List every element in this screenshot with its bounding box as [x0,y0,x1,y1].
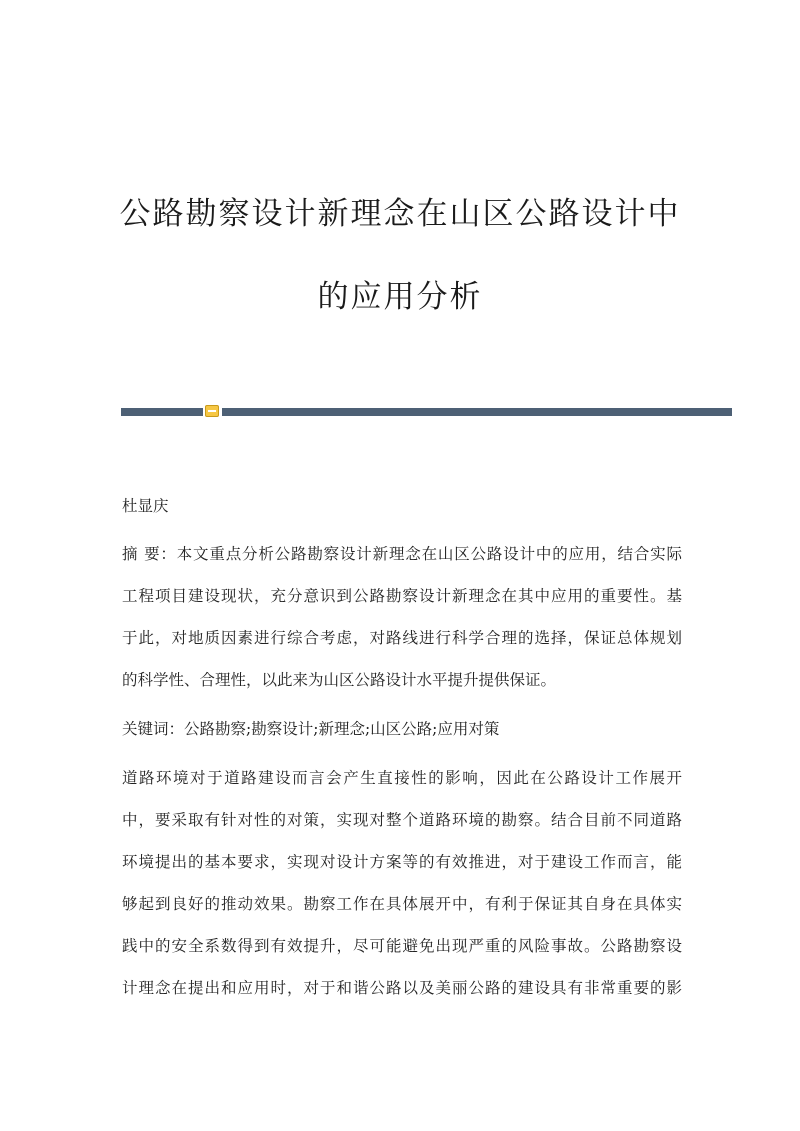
author-name: 杜显庆 [122,497,169,515]
abstract-line: 于此，对地质因素进行综合考虑，对路线进行科学合理的选择，保证总体规划 [122,629,682,647]
abstract-line: 工程项目建设现状，充分意识到公路勘察设计新理念在其中应用的重要性。基 [122,587,682,605]
title-divider-left [121,408,203,416]
document-title-line-2: 的应用分析 [317,279,483,315]
divider-ornament-icon [205,405,219,417]
body-line: 环境提出的基本要求，实现对设计方案等的有效推进，对于建设工作而言，能 [122,853,682,871]
document-title-line-1: 公路勘察设计新理念在山区公路设计中 [119,196,681,232]
body-line: 够起到良好的推动效果。勘察工作在具体展开中，有利于保证其自身在具体实 [122,895,682,913]
body-line: 道路环境对于道路建设而言会产生直接性的影响，因此在公路设计工作展开 [122,769,682,787]
abstract-line: 的科学性、合理性，以此来为山区公路设计水平提升提供保证。 [122,671,557,689]
title-divider-right [222,408,732,416]
body-line: 计理念在提出和应用时，对于和谐公路以及美丽公路的建设具有非常重要的影 [122,979,682,997]
body-line: 践中的安全系数得到有效提升，尽可能避免出现严重的风险事故。公路勘察设 [122,937,682,955]
body-line: 中，要采取有针对性的对策，实现对整个道路环境的勘察。结合目前不同道路 [122,811,682,829]
keywords-line: 关键词：公路勘察;勘察设计;新理念;山区公路;应用对策 [122,720,500,738]
abstract-line: 摘 要：本文重点分析公路勘察设计新理念在山区公路设计中的应用，结合实际 [122,545,682,563]
